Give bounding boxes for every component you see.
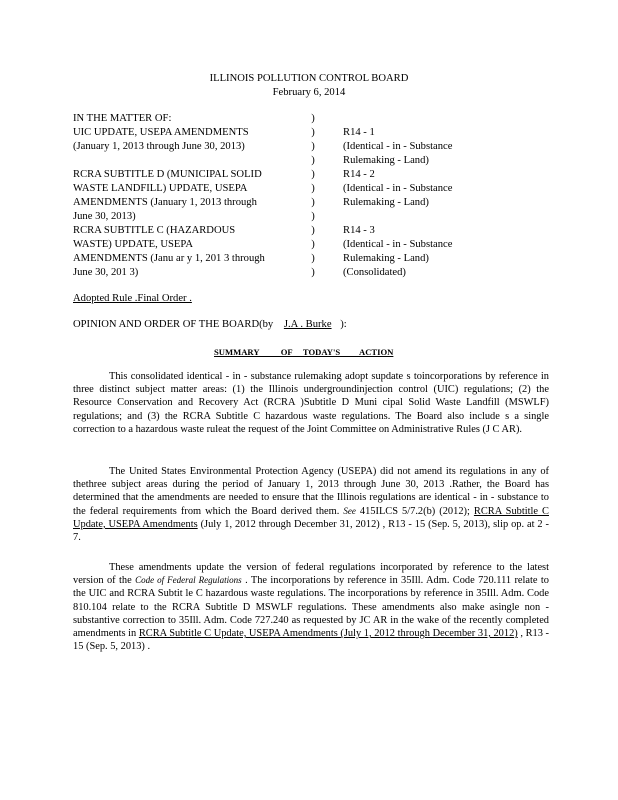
caption-right-line: Rulemaking - Land)	[343, 155, 429, 166]
caption-left-line: WASTE LANDFILL) UPDATE, USEPA	[73, 183, 248, 194]
caption-separator: )	[311, 267, 315, 278]
caption-right-line: (Identical - in - Substance	[343, 183, 453, 194]
paragraph-text: . The incorporations by reference in 35Ill. Adm. Code 720.111 relate to the UIC and RCRA Subtit le C hazardous waste regulations. The incorporations by reference in 35Ill. Adm. Code 810.104 relate to the RCRA Subtitle D MSWLF regulations. These amendments also make asingle non - substantive correction to 35Ill. Adm. Code 727.240 as requested by JC AR in the wake of the recently completed amendments in	[73, 575, 550, 640]
caption-separator: )	[311, 113, 315, 124]
caption-right-line: Rulemaking - Land)	[343, 253, 429, 264]
caption-left-line: June 30, 201 3)	[73, 267, 139, 278]
case-citation-link: RCRA Subtitle C Update, USEPA Amendments	[73, 505, 549, 530]
caption-left-line: RCRA SUBTITLE D (MUNICIPAL SOLID	[73, 169, 262, 180]
cfr-title: Code of Federal Regulations	[135, 575, 242, 586]
caption-left-line: June 30, 2013)	[73, 211, 136, 222]
caption-left-line: AMENDMENTS (January 1, 2013 through	[73, 197, 257, 208]
summary-heading: SUMMARY OF TODAY'S ACTION	[214, 347, 394, 357]
caption-separator: )	[311, 141, 315, 152]
in-the-matter-label: IN THE MATTER OF:	[73, 113, 172, 124]
paragraph-text: This consolidated identical - in - substance rulemaking adopt supdate s toincorporations by reference in three distinct subject matter areas: (1) the Illinois undergroundinjection control (UIC) regulations; (2) the Resource Conservation and Recovery Act (RCRA )Subtitle D Muni cipal Solid Waste Landfill (MSWLF) regulations; and (3) the RCRA Subtitle C hazardous waste regulations. The Board also include s a single correction to a hazardous waste ruleat the request of the Joint Committee on Administrative Rules (J C AR).	[73, 371, 549, 435]
paragraph-summary	[73, 370, 549, 436]
caption-separator: )	[311, 225, 315, 236]
caption-separator: )	[311, 211, 315, 222]
caption-separator: )	[311, 155, 315, 166]
paragraph-text: These amendments update the version of federal regulations incorporated by reference to the latest version of the	[73, 562, 549, 587]
docket-number: R14 - 2	[343, 169, 375, 180]
citation-text: , R13 - 15 (Sep. 5, 2013) .	[73, 628, 549, 653]
caption-left-line: (January 1, 2013 through June 30, 2013)	[73, 141, 245, 152]
caption-right-line: Rulemaking - Land)	[343, 197, 429, 208]
caption-right-line: (Identical - in - Substance	[343, 141, 453, 152]
opinion-author: J.A . Burke	[283, 319, 332, 330]
document-date: February 6, 2014	[272, 87, 346, 98]
caption-separator: )	[311, 239, 315, 250]
caption-right-line: (Identical - in - Substance	[343, 239, 453, 250]
caption-left-line: WASTE) UPDATE, USEPA	[73, 239, 193, 250]
caption-separator: )	[311, 197, 315, 208]
citation-text: 415ILCS 5/7.2(b) (2012);	[359, 505, 470, 517]
caption-left-line: UIC UPDATE, USEPA AMENDMENTS	[73, 127, 249, 138]
docket-number: R14 - 3	[343, 225, 375, 236]
caption-left-line: AMENDMENTS (Janu ar y 1, 201 3 through	[73, 253, 265, 264]
caption-left-line: RCRA SUBTITLE C (HAZARDOUS	[73, 225, 236, 236]
case-citation-link: RCRA Subtitle C Update, USEPA Amendments (July 1, 2012 through December 31, 2012)	[138, 628, 518, 640]
board-title: ILLINOIS POLLUTION CONTROL BOARD	[209, 73, 409, 84]
citation-text: (July 1, 2012 through December 31, 2012) , R13 - 15 (Sep. 5, 2013), slip op. at 2 - 7.	[73, 518, 549, 544]
citation-signal: See	[343, 505, 356, 516]
caption-separator: )	[311, 253, 315, 264]
consolidated-label: (Consolidated)	[343, 267, 406, 278]
opinion-prefix: OPINION AND ORDER OF THE BOARD(by	[73, 319, 274, 330]
paragraph-text: The United States Environmental Protection Agency (USEPA) did not amend its regulations in any of thethree subject areas during the period of January 1, 2013 through June 30, 2013 .Rather, the Board has determined that the amendments are needed to ensure that the Illinois regulations are identical - in - substance to the federal requirements from which the Board derived them.	[73, 466, 549, 517]
adopted-rule-label: Adopted Rule .Final Order .	[73, 293, 192, 304]
paragraph-usepa	[73, 465, 549, 544]
docket-number: R14 - 1	[343, 127, 375, 138]
opinion-line	[73, 318, 347, 332]
caption-separator: )	[311, 169, 315, 180]
caption-separator: )	[311, 183, 315, 194]
paragraph-amendments	[73, 561, 549, 653]
opinion-suffix: ):	[340, 319, 347, 330]
caption-separator: )	[311, 127, 315, 138]
